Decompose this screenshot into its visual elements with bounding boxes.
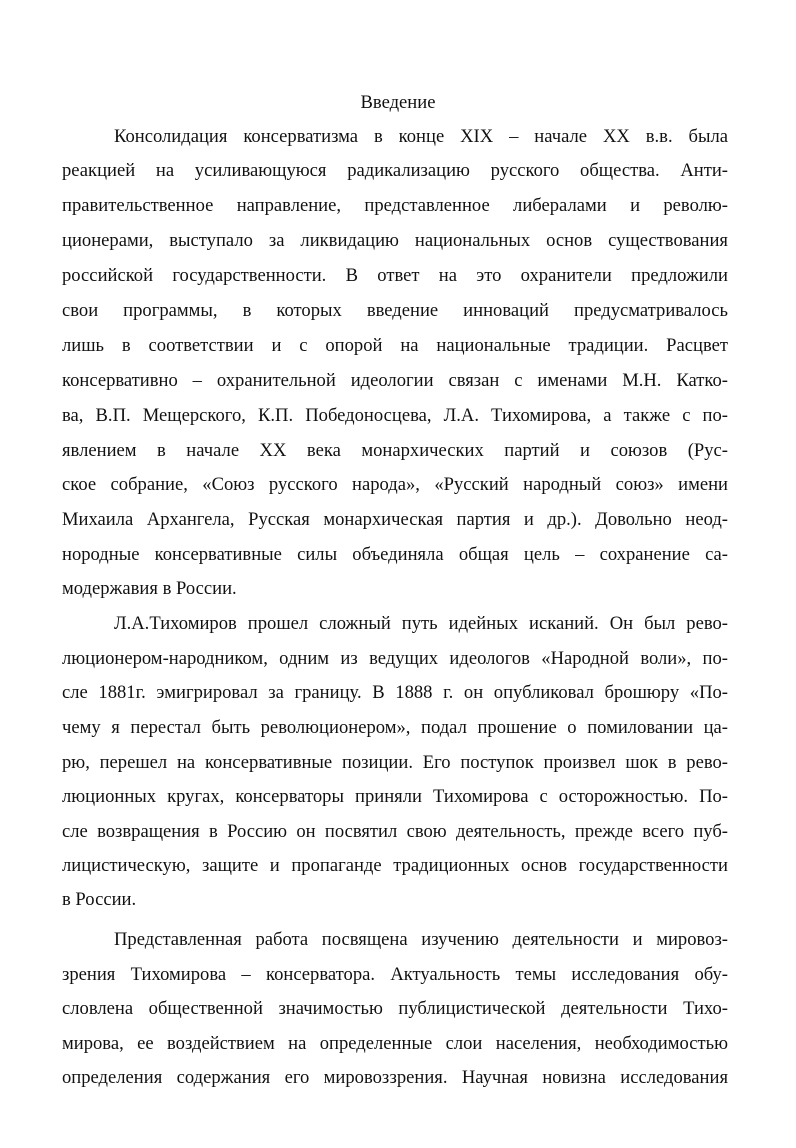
text-line: Л.А.Тихомиров прошел сложный путь идейных исканий. Он был рево- (114, 613, 728, 634)
text-line: рю, перешел на консервативные позиции. Его поступок произвел шок в рево- (62, 752, 728, 773)
text-line: реакцией на усиливающуюся радикализацию русского общества. Анти- (62, 160, 728, 181)
text-line: Консолидация консерватизма в конце XIX – начале XX в.в. была (114, 126, 728, 147)
text-line: лицистическую, защите и пропаганде традиционных основ государственности (62, 855, 728, 876)
text-line: свои программы, в которых введение инноваций предусматривалось (62, 300, 728, 321)
text-line: в России. (62, 889, 137, 910)
text-line: сле 1881г. эмигрировал за границу. В 1888 г. он опубликовал брошюру «По- (62, 682, 728, 703)
text-line: определения содержания его мировоззрения. Научная новизна исследования (62, 1067, 728, 1088)
body-text (62, 0, 728, 1148)
text-line: сле возвращения в Россию он посвятил свою деятельность, прежде всего пуб- (62, 821, 728, 842)
text-line: люционером-народником, одним из ведущих идеологов «Народной воли», по- (62, 648, 728, 669)
text-line: явлением в начале XX века монархических партий и союзов (Рус- (62, 440, 728, 461)
text-line: консервативно – охранительной идеологии связан с именами М.Н. Катко- (62, 370, 728, 391)
text-line: российской государственности. В ответ на это охранители предложили (62, 265, 728, 286)
text-line: лишь в соответствии и с опорой на национальные традиции. Расцвет (62, 335, 728, 356)
text-line: ское собрание, «Союз русского народа», «Русский народный союз» имени (62, 474, 728, 495)
text-line: люционных кругах, консерваторы приняли Тихомирова с осторожностью. По- (62, 786, 728, 807)
text-line: словлена общественной значимостью публицистической деятельности Тихо- (62, 998, 728, 1019)
page-title: Введение (360, 92, 436, 113)
text-line: мирова, ее воздействием на определенные слои населения, необходимостью (62, 1033, 728, 1054)
text-line: модержавия в России. (62, 578, 237, 599)
text-line: ционерами, выступало за ликвидацию национальных основ существования (62, 230, 728, 251)
text-line: зрения Тихомирова – консерватора. Актуальность темы исследования обу- (62, 964, 728, 985)
text-line: ва, В.П. Мещерского, К.П. Победоносцева, Л.А. Тихомирова, а также с по- (62, 405, 728, 426)
text-line: чему я перестал быть революционером», подал прошение о помиловании ца- (62, 717, 728, 738)
text-line: Представленная работа посвящена изучению деятельности и мировоз- (114, 929, 728, 950)
text-line: Михаила Архангела, Русская монархическая партия и др.). Довольно неод- (62, 509, 728, 530)
text-line: нородные консервативные силы объединяла общая цель – сохранение са- (62, 544, 728, 565)
text-line: правительственное направление, представленное либералами и револю- (62, 195, 728, 216)
